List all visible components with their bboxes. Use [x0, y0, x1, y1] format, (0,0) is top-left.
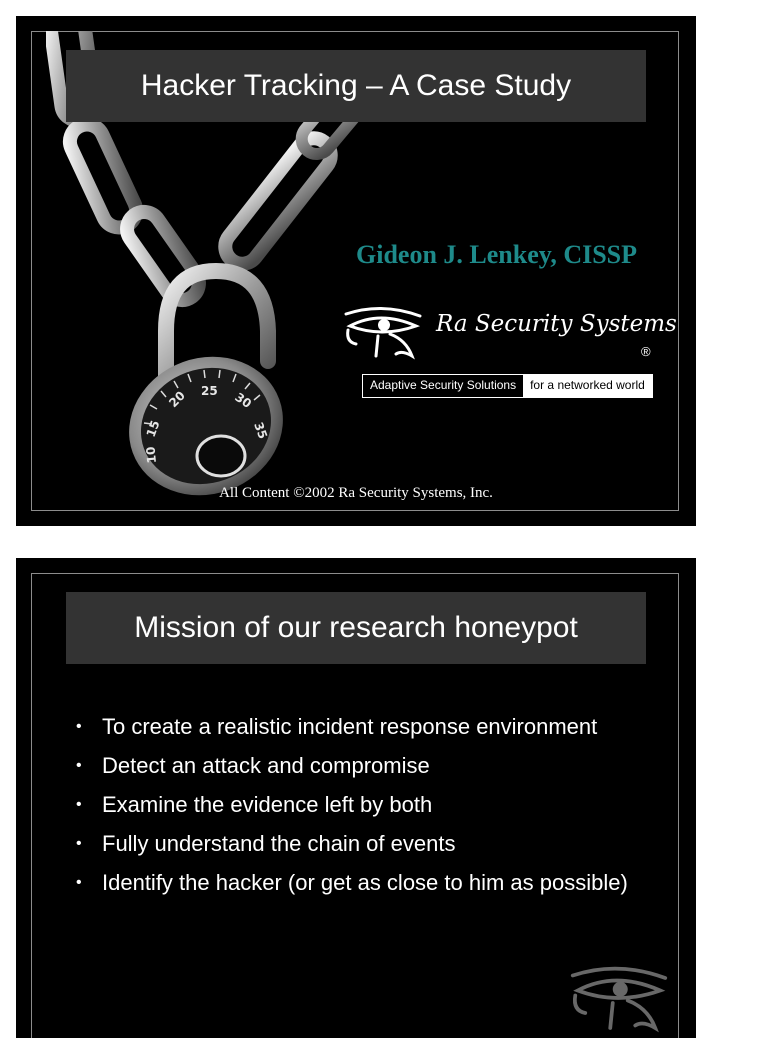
dial-number: 20	[166, 388, 188, 411]
bullet-list	[76, 713, 636, 908]
bullet-text: Examine the evidence left by both	[102, 792, 433, 817]
bullet-text: Identify the hacker (or get as close to him as possible)	[102, 870, 628, 895]
tagline-right: for a networked world	[523, 375, 652, 397]
list-item	[76, 791, 636, 818]
bullet-marker: •	[76, 718, 82, 735]
bullet-marker: •	[76, 835, 82, 852]
watermark-eye-icon	[564, 963, 674, 1033]
list-item	[76, 713, 636, 740]
bullet-text: Fully understand the chain of events	[102, 831, 456, 856]
bullet-marker: •	[76, 874, 82, 891]
bullet-text: Detect an attack and compromise	[102, 753, 430, 778]
dial-number: 25	[201, 384, 218, 398]
slide-title: Mission of our research honeypot	[66, 592, 646, 664]
copyright-notice: All Content ©2002 Ra Security Systems, Inc.	[219, 485, 493, 501]
list-item	[76, 869, 636, 896]
slide-title: Hacker Tracking – A Case Study	[66, 50, 646, 122]
dial-number: 35	[251, 420, 271, 441]
dial-number: 10	[143, 446, 159, 464]
bullet-text: To create a realistic incident response environment	[102, 714, 598, 739]
bullet-marker: •	[76, 757, 82, 774]
registered-mark: ®	[641, 344, 651, 359]
dial-number: 15	[143, 418, 163, 440]
tagline	[362, 374, 653, 398]
list-item	[76, 830, 636, 857]
title-slide	[16, 16, 696, 526]
author-name: Gideon J. Lenkey, CISSP	[356, 240, 638, 269]
tagline-left: Adaptive Security Solutions	[363, 375, 523, 397]
mission-slide	[16, 558, 696, 1038]
bullet-marker: •	[76, 796, 82, 813]
eye-of-ra-icon	[342, 304, 424, 360]
company-name: Ra Security Systems	[436, 311, 677, 337]
list-item	[76, 752, 636, 779]
dial-number: 30	[232, 389, 254, 412]
